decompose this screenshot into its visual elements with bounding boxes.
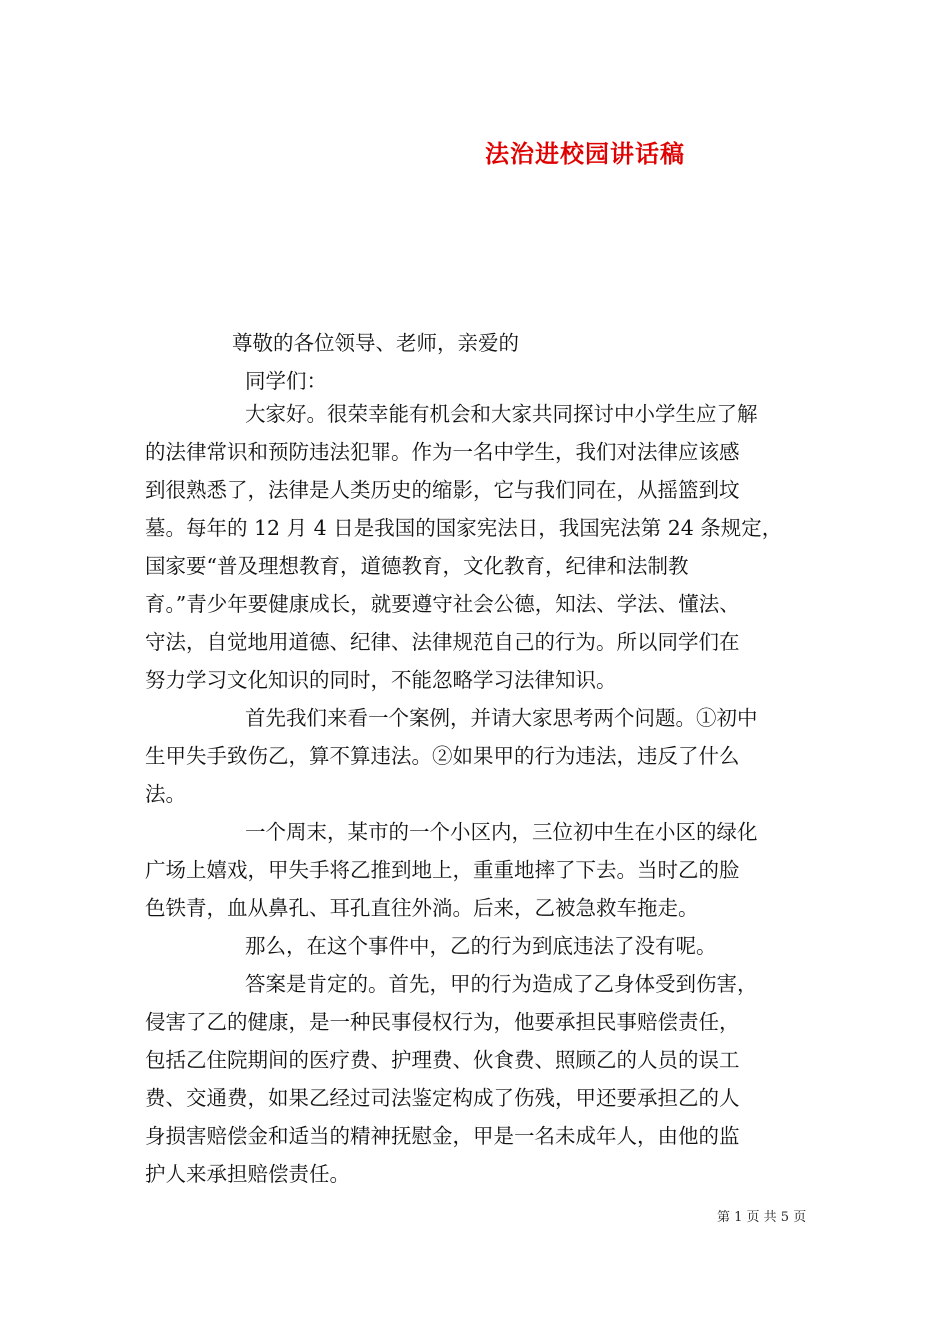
body-line: 墓。每年的 12 月 4 日是我国的国家宪法日，我国宪法第 24 条规定，: [145, 516, 783, 540]
body-line: 侵害了乙的健康，是一种民事侵权行为，他要承担民事赔偿责任，: [145, 1010, 740, 1034]
body-line: 育。”青少年要健康成长，就要遵守社会公德，知法、学法、懂法、: [145, 592, 740, 616]
body-line: 努力学习文化知识的同时，不能忽略学习法律知识。: [145, 668, 617, 692]
body-line: 护人来承担赔偿责任。: [145, 1162, 350, 1186]
document-title: 法治进校园讲话稿: [485, 139, 685, 168]
body-line: 包括乙住院期间的医疗费、护理费、伙食费、照顾乙的人员的误工: [145, 1048, 740, 1072]
page-number-footer: 第 1 页 共 5 页: [717, 1210, 807, 1225]
body-line: 费、交通费，如果乙经过司法鉴定构成了伤残，甲还要承担乙的人: [145, 1086, 740, 1110]
greeting-line-2: 同学们：: [245, 369, 327, 393]
body-line: 一个周末，某市的一个小区内，三位初中生在小区的绿化: [245, 820, 758, 844]
body-line: 色铁青，血从鼻孔、耳孔直往外淌。后来，乙被急救车拖走。: [145, 896, 699, 920]
body-line: 大家好。很荣幸能有机会和大家共同探讨中小学生应了解: [245, 402, 758, 426]
greeting-line-1: 尊敬的各位领导、老师，亲爱的: [232, 331, 519, 355]
body-line: 广场上嬉戏，甲失手将乙推到地上，重重地摔了下去。当时乙的脸: [145, 858, 740, 882]
body-line: 到很熟悉了，法律是人类历史的缩影，它与我们同在，从摇篮到坟: [145, 478, 740, 502]
body-line: 那么，在这个事件中，乙的行为到底违法了没有呢。: [245, 934, 717, 958]
body-line: 身损害赔偿金和适当的精神抚慰金，甲是一名未成年人，由他的监: [145, 1124, 740, 1148]
body-line: 守法，自觉地用道德、纪律、法律规范自己的行为。所以同学们在: [145, 630, 740, 654]
body-line: 首先我们来看一个案例，并请大家思考两个问题。①初中: [245, 706, 758, 730]
body-line: 的法律常识和预防违法犯罪。作为一名中学生，我们对法律应该感: [145, 440, 740, 464]
body-line: 答案是肯定的。首先，甲的行为造成了乙身体受到伤害，: [245, 972, 758, 996]
body-line: 生甲失手致伤乙，算不算违法。②如果甲的行为违法，违反了什么: [145, 744, 740, 768]
body-line: 国家要“普及理想教育，道德教育，文化教育，纪律和法制教: [145, 554, 689, 578]
body-line: 法。: [145, 782, 186, 806]
